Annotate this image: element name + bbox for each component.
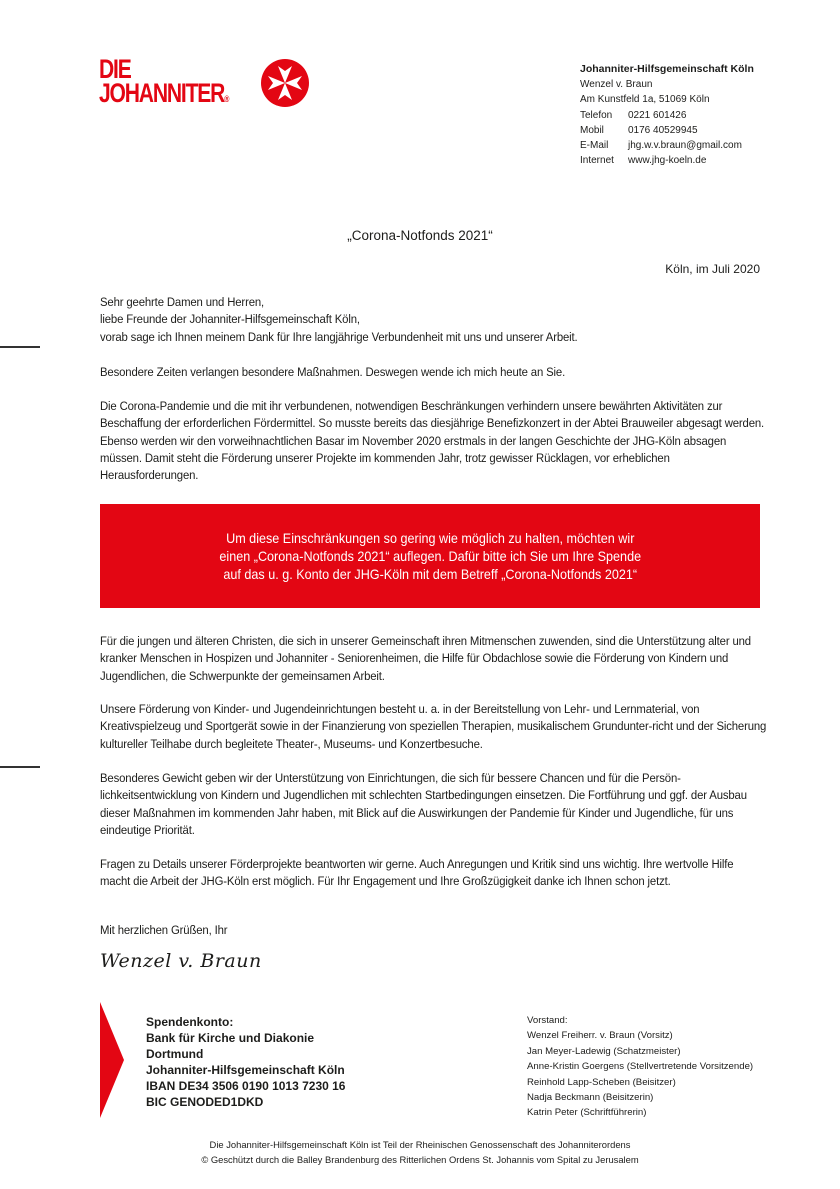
bank-details — [146, 1014, 345, 1110]
paragraph-2: Die Corona-Pandemie und die mit ihr verbundenen, notwendigen Beschränkungen verhindern unsere bewährten Aktivitäten zur Beschaffung der erforderlichen Fördermittel. So musste bereits das diesjährige Benefizkonzert in der Abtei Brauweiler abgesagt werden. Ebenso werden wir den vorweihnachtlichen Basar im November 2020 erstmals in der langen Geschichte der JHG-Köln absagen müssen. Damit steht die Förderung unserer Projekte im kommenden Jahr, trotz gewisser Rücklagen, vor erheblichen Herausforderungen. — [100, 399, 765, 483]
board-member: Reinhold Lapp-Scheben (Beisitzer) — [527, 1076, 676, 1088]
contact-label: Telefon — [580, 109, 613, 121]
fold-mark-bottom — [0, 766, 40, 768]
callout-line: einen „Corona-Notfonds 2021“ auflegen. Dafür bitte ich Sie um Ihre Spende — [219, 548, 641, 564]
contact-label: Mobil — [580, 124, 604, 136]
contact-phone — [580, 108, 754, 123]
callout-line: Um diese Einschränkungen so gering wie möglich zu halten, möchten wir — [225, 530, 635, 546]
signature: Wenzel v. Braun — [100, 950, 262, 972]
footer-line: © Geschützt durch die Balley Brandenburg des Ritterlichen Ordens St. Johannis vom Spital zu Jerusalem — [201, 1154, 639, 1165]
letter-title: „Corona-Notfonds 2021“ — [347, 228, 493, 243]
contact-mobile — [580, 123, 754, 138]
contact-email — [580, 138, 754, 153]
contact-value: 0176 40529945 — [628, 124, 698, 136]
bank-name: Bank für Kirche und Diakonie — [146, 1031, 315, 1045]
logo-line-2 — [99, 78, 230, 111]
donation-callout-box — [100, 504, 760, 608]
footer — [0, 1137, 840, 1167]
logo-line-1: DIE — [99, 54, 131, 84]
iban: IBAN DE34 3506 0190 1013 7230 16 — [146, 1079, 346, 1093]
contact-label: Internet — [580, 155, 614, 167]
callout-line: auf das u. g. Konto der JHG-Köln mit dem Betreff „Corona-Notfonds 2021“ — [223, 566, 637, 582]
maltese-cross-icon — [261, 59, 309, 107]
fold-mark-top — [0, 346, 40, 348]
salutation — [100, 294, 723, 346]
sender-address: Am Kunstfeld 1a, 51069 Köln — [580, 94, 710, 106]
arrow-right-icon — [100, 1002, 124, 1118]
sender-name: Wenzel v. Braun — [580, 79, 653, 91]
bank-city: Dortmund — [146, 1047, 204, 1061]
board-member: Anne-Kristin Goergens (Stellvertretende Vorsitzende) — [527, 1061, 754, 1073]
paragraph-3: Für die jungen und älteren Christen, die sich in unserer Gemeinschaft ihren Mitmenschen zuwenden, sind die Unterstützung alter und kranker Menschen in Hospizen und Johanniter - Seniorenheimen, die Hilfe für Obdachlose sowie die Förderung von Kindern und Jugendlichen, die Schwerpunkte der gemeinsamen Arbeit. — [100, 634, 751, 683]
salutation-line: liebe Freunde der Johanniter-Hilfsgemeinschaft Köln, — [100, 312, 360, 327]
salutation-line: vorab sage ich Ihnen meinem Dank für Ihre langjährige Verbundenheit mit uns und unserer Arbeit. — [100, 329, 578, 344]
paragraph-6: Fragen zu Details unserer Förderprojekte beantworten wir gerne. Auch Anregungen und Kritik sind uns wichtig. Ihre wertvolle Hilfe macht die Arbeit der JHG-Köln erst möglich. Für Ihr Engagement und Ihre Großzügigkeit danke ich Ihnen schon jetzt. — [100, 857, 734, 889]
closing: Mit herzlichen Grüßen, Ihr — [100, 923, 228, 937]
contact-label: E-Mail — [580, 140, 609, 152]
email-link[interactable]: jhg.w.v.braun@gmail.com — [628, 140, 742, 152]
contact-internet — [580, 153, 754, 168]
logo-line-2-text: JOHANNITER — [99, 78, 225, 108]
board-member: Wenzel Freiherr. v. Braun (Vorsitz) — [527, 1030, 673, 1042]
board-heading: Vorstand: — [527, 1015, 568, 1026]
paragraph-1: Besondere Zeiten verlangen besondere Maßnahmen. Deswegen wende ich mich heute an Sie. — [100, 365, 566, 379]
board-member: Nadja Beckmann (Beisitzerin) — [527, 1092, 654, 1104]
footer-line: Die Johanniter-Hilfsgemeinschaft Köln ist Teil der Rheinischen Genossenschaft des Johanniterordens — [209, 1139, 631, 1150]
paragraph-4: Unsere Förderung von Kinder- und Jugendeinrichtungen besteht u. a. in der Bereitstellung von Lehr- und Lernmaterial, von Kreativspielzeug und Sportgerät sowie in der Finanzierung von speziellen Therapien, musikalischem Grundunter-richt und der Sicherung kultureller Teilhabe durch begleitete Theater-, Museums- und Konzertbesuche. — [100, 702, 767, 751]
salutation-line: Sehr geehrte Damen und Herren, — [100, 295, 265, 309]
board-member: Katrin Peter (Schriftführerin) — [527, 1107, 647, 1119]
bank-heading: Spendenkonto: — [146, 1015, 234, 1029]
place-date: Köln, im Juli 2020 — [665, 262, 760, 276]
sender-organization: Johanniter-Hilfsgemeinschaft Köln — [580, 63, 754, 75]
board-list — [527, 1013, 753, 1121]
website-link[interactable]: www.jhg-koeln.de — [628, 155, 707, 167]
registered-mark: ® — [224, 94, 230, 104]
bic: BIC GENODED1DKD — [146, 1095, 264, 1109]
contact-value: 0221 601426 — [628, 109, 687, 121]
board-member: Jan Meyer-Ladewig (Schatzmeister) — [527, 1045, 681, 1057]
logo-wordmark — [99, 54, 230, 111]
sender-block — [580, 62, 754, 168]
account-holder: Johanniter-Hilfsgemeinschaft Köln — [146, 1063, 345, 1077]
paragraph-5: Besonderes Gewicht geben wir der Unterstützung von Einrichtungen, die sich für bessere Chancen und für die Persön-lichkeitsentwicklung von Kindern und Jugendlichen mit schlechten Startbedingungen einsetzen. Die Fortführung und ggf. der Ausbau dieser Maßnahmen im kommenden Jahr haben, mit Blick auf die Auswirkungen der Pandemie für Kinder und Jugendliche, für uns eindeutige Priorität. — [100, 771, 747, 837]
